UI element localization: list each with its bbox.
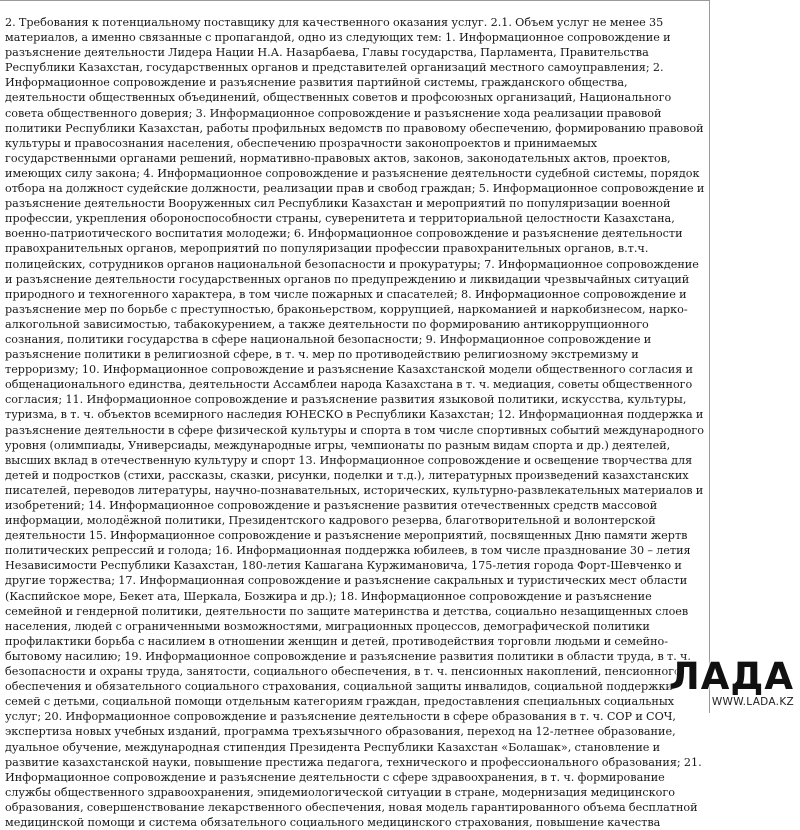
watermark-url: WWW.LADA.KZ [711, 696, 794, 708]
lada-watermark [669, 655, 794, 709]
document-body-text: 2. Требования к потенциальному поставщику для качественного оказания услуг. 2.1. Объем услуг не менее 35 материалов, а именно связанные с пропагандой, одно из следующих тем: 1. Информационное сопровождение и разъяснение деятельности Лидера Нации Н.А. Назарбаева, Главы государства, Парламента, Правительства Республики Казахстан, государственных органов и представителей организаций местного самоуправления; 2. Информационное сопровождение и разъяснение развития партийной системы, гражданского общества, деятельности общественных объединений, общественных советов и профсоюзных организаций, Национального совета общественного доверия; 3. Информационное сопровождение и разъяснение хода реализации правовой политики Республики Казахстан, работы профильных ведомств по правовому обеспечению, формированию правовой культуры и правосознания населения, обеспечению прозрачности законопроектов и принимаемых государственными органами решений, нормативно-правовых актов, законов, законодательных актов, проектов, имеющих силу закона; 4. Информационное сопровождение и разъяснение деятельности судебной системы, порядок отбора на должност судейские должности, реализации прав и свобод граждан; 5. Информационное сопровождение и разъяснение деятельности Вооруженных сил Республики Казахстан и мероприятий по популяризации военной профессии, укрепления обороноспособности страны, суверенитета и территориальной целостности Казахстана, военно-патриотического воспитатия молодежи; 6. Информационное сопровождение и разъяснение деятельности правохранительных органов, мероприятий по популяризации профессии правохранительных органов, в.т.ч. полицейских, сотрудников органов национальной безопасности и прокуратуры; 7. Информационное сопровождение и разъяснение деятельности государственных органов по предупреждению и ликвидации чрезвычайных ситуаций природного и техногенного характера, в том числе пожарных и спасателей; 8. Информационное сопровождение и разъяснение мер по борьбе с преступностью, браконьерством, коррупцией, наркоманией и наркобизнесом, нарко-алкогольной зависимостью, табакокурением, а также деятельности по формированию антикоррупционного сознания, политики государства в сфере национальной безопасности; 9. Информационное сопровождение и разъяснение политики в религиозной сфере, в т. ч. мер по противодействию религиозному экстремизму и терроризму; 10. Информационное сопровождение и разъяснение Казахстанской модели общественного согласия и общенационального единства, деятельности Ассамблеи народа Казахстана в т. ч. медиация, советы общественного согласия; 11. Информационное сопровождение и разъяснение развития языковой политики, искусства, культуры, туризма, в т. ч. объектов всемирного наследия ЮНЕСКО в Республики Казахстан; 12. Информационная поддержка и разъяснение деятельности в сфере физической культуры и спорта в том числе спортивных событий международного уровня (олимпиады, Универсиады, международные игры, чемпионаты по разным видам спорта и др.) деятелей, высших вклад в отечественную культуру и спорт 13. Информационное сопровождение и освещение творчества для детей и подростков (стихи, рассказы, сказки, рисунки, поделки и т.д.), литературных произведений казахстанских писателей, переводов литературы, научно-познавательных, исторических, культурно-развлекательных материалов и изобретений; 14. Информационное сопровождение и разъяснение развития отечественных средств массовой информации, молодёжной политики, Президентского кадрового резерва, благотворительной и волонтерской деятельности 15. Информационное сопровождение и разъяснение мероприятий, посвященных Дню памяти жертв политических репрессий и голода; 16. Информационная поддержка юбилеев, в том числе празднование 30 – летия Независимости Республики Казахстан, 180-летия Кашагана Куржимановича, 175-летия города Форт-Шевченко и другие торжества; 17. Информационная сопровождение и разъяснение сакральных и туристических мест области (Каспийское море, Бекет ата, Шеркала, Бозжира и др.); 18. Информационное сопровождение и разъяснение семейной и гендерной политики, деятельности по защите материнства и детства, социально незащищенных слоев населения, людей с ограниченными возможностями, миграционных процессов, демографической политики профилактики борьба с насилием в отношении женщин и детей, противодействия торговли людьми и семейно-бытовому насилию; 19. Информационное сопровождение и разъяснение развития политики в области труда, в т. ч. безопасности и охраны труда, занятости, социального обеспечения, в т. ч. пенсионных накоплений, пенсионного обеспечения и обязательного социального страхования, социальной защиты инвалидов, социальной поддержки семей с детьми, социальной помощи отдельным категориям граждан, предоставления специальных социальных услуг; 20. Информационное сопровождение и разъяснение деятельности в сфере образования в т. ч. СОР и СОЧ, экспертиза новых учебных изданий, программа трехъязычного образования, переход на 12-летнее образование, дуальное обучение, международная стипендия Президента Республики Казахстан «Болашак», становление и развитие казахстанской науки, повышение престижа педагога, технического и профессионального образования; 21. Информационное сопровождение и разъяснение деятельности с сфере здравоохранения, в т. ч. формирование службы общественного здравоохранения, эпидемиологической ситуации в стране, модернизация медицинского образования, совершенствование лекарственного обеспечения, новая модель гарантированного объема бесплатной медицинской помощи и система обязательного социального медицинского страхования, повышение качества [5, 16, 705, 829]
watermark-logo: ЛАДА [669, 655, 794, 698]
